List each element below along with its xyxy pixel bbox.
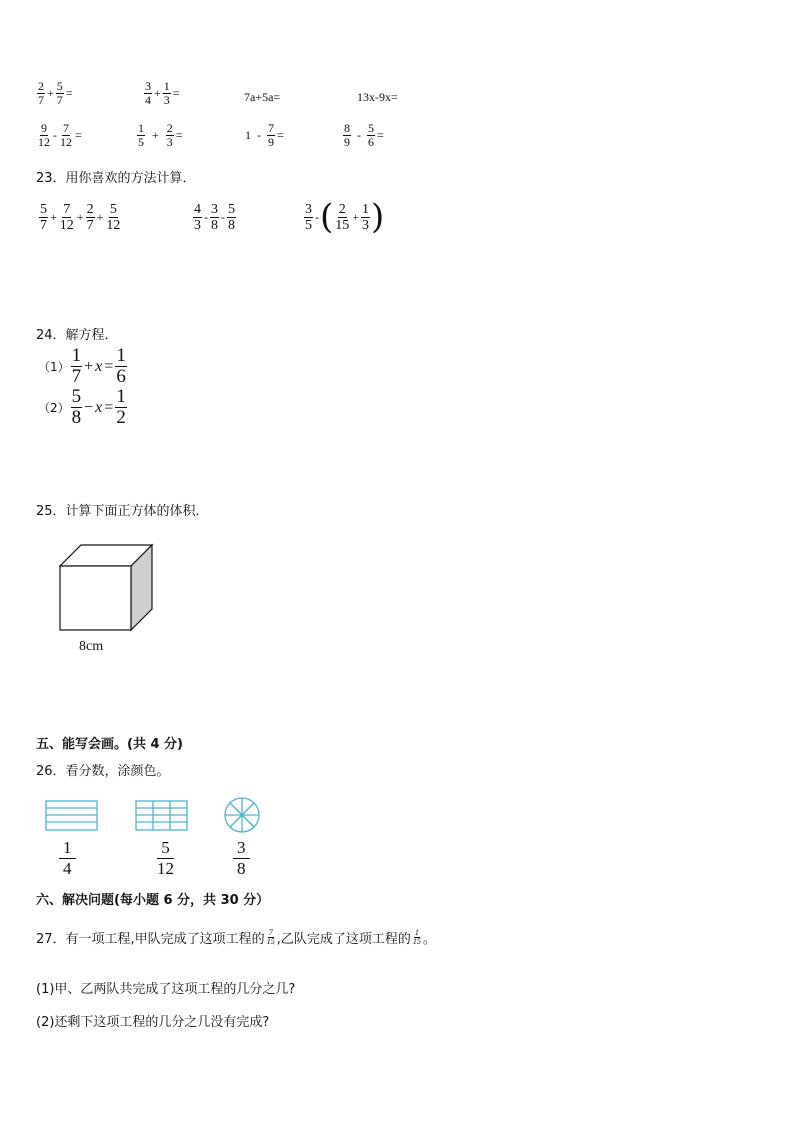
fraction: 5 8 [71,386,82,428]
fraction: $\frac{1}{3}$ [362,201,370,233]
right-paren: ) [371,197,385,237]
fraction: $\frac{2}{3}$ [166,121,173,149]
left-paren: ( [320,197,334,237]
q23-expr-2: 4 3 - 3 8 - 5 8 [194,202,235,233]
fraction: $\frac{5}{6}$ [368,121,374,149]
fraction: 3 5 [305,201,312,233]
question-24-title: 24．解方程． [36,328,118,343]
fraction: 9 12 [38,121,50,149]
q24-equation-1: （1） 1 7 + x = $\frac{1}{6}$ [38,345,126,387]
question-26-title: 26．看分数，涂颜色。 [36,764,170,779]
fraction: $\frac{5}{7}$ [56,79,63,107]
grid-rectangle-figure [135,800,189,832]
q23-expr-3: 3 5 - ( 2 15 + $\frac{1}{3}$ ) [305,197,385,237]
fraction: 4 3 [194,202,201,233]
question-23-title: 23．用你喜欢的方法计算． [36,171,196,186]
expr-2-3: 1 - $\frac{7}{9}$ = [245,121,284,149]
fraction: 3 8 [211,202,218,233]
cube-front-face [60,566,131,630]
fraction: 5 8 [228,202,235,233]
expr-1-4: 13x-9x= [357,90,398,104]
fraction: $\frac{1}{3}$ [163,79,170,107]
divided-circle-figure [223,796,261,834]
section-5-title: 五、能写会画。(共 4 分) [36,737,183,752]
fraction: 5 7 [40,202,47,233]
expr-1-1: 2 7 + $\frac{5}{7}$ = [38,79,73,107]
expr-2-4: 8 9 - $\frac{5}{6}$ = [344,121,384,149]
q23-expr-1: 5 7 + $\frac{7}{12}$ + $\frac{2}{7}$ + $\frac{5}{12}$ [40,202,121,233]
section-6-title: 六、解决问题(每小题 6 分，共 30 分） [36,893,270,908]
fraction: 1 7 [71,345,82,387]
fraction: 3 4 [145,79,151,107]
fraction-label-2: $\frac{5}{12}$ [157,838,174,878]
fraction: 7 15 [266,928,275,946]
fraction: $\frac{7}{12}$ [59,202,74,233]
q24-equation-2: （2） 5 8 − x = $\frac{1}{2}$ [38,386,126,428]
fraction: $\frac{7}{9}$ [268,121,274,149]
fraction: 2 7 [38,79,44,107]
fraction: $\frac{1}{6}$ [116,345,126,387]
fraction: $\frac{2}{7}$ [86,202,94,233]
fraction: 8 9 [344,121,350,149]
fraction: 1 15 [412,928,421,946]
question-27-sub-2: (2)还剩下这项工程的几分之几没有完成? [36,1015,270,1030]
question-27-sub-1: (1)甲、乙两队共完成了这项工程的几分之几? [36,982,296,997]
fraction: $\frac{1}{2}$ [116,386,126,428]
fraction: $\frac{7}{12}$ [60,121,72,149]
question-27-text: 27．有一项工程,甲队完成了这项工程的 7 15 ,乙队完成了这项工程的 1 15 。 [36,928,436,947]
fraction: 1 5 [138,121,144,149]
fraction-label-3: $\frac{3}{8}$ [232,838,251,879]
expr-1-3: 7a+5a= [244,90,281,104]
fraction-label-1: $\frac{1}{4}$ [58,838,77,879]
expr-1-2: 3 4 + $\frac{1}{3}$ = [145,79,180,107]
cube-figure [55,540,159,636]
striped-rectangle-figure [45,800,99,832]
question-25-title: 25．计算下面正方体的体积． [36,504,209,519]
expr-2-2: 1 5 + $\frac{2}{3}$ = [138,121,183,149]
fraction: $\frac{5}{12}$ [106,202,121,233]
fraction: 2 15 [335,201,350,233]
expr-2-1: 9 12 - $\frac{7}{12}$ = [38,121,82,149]
cube-edge-label: 8cm [79,639,104,654]
